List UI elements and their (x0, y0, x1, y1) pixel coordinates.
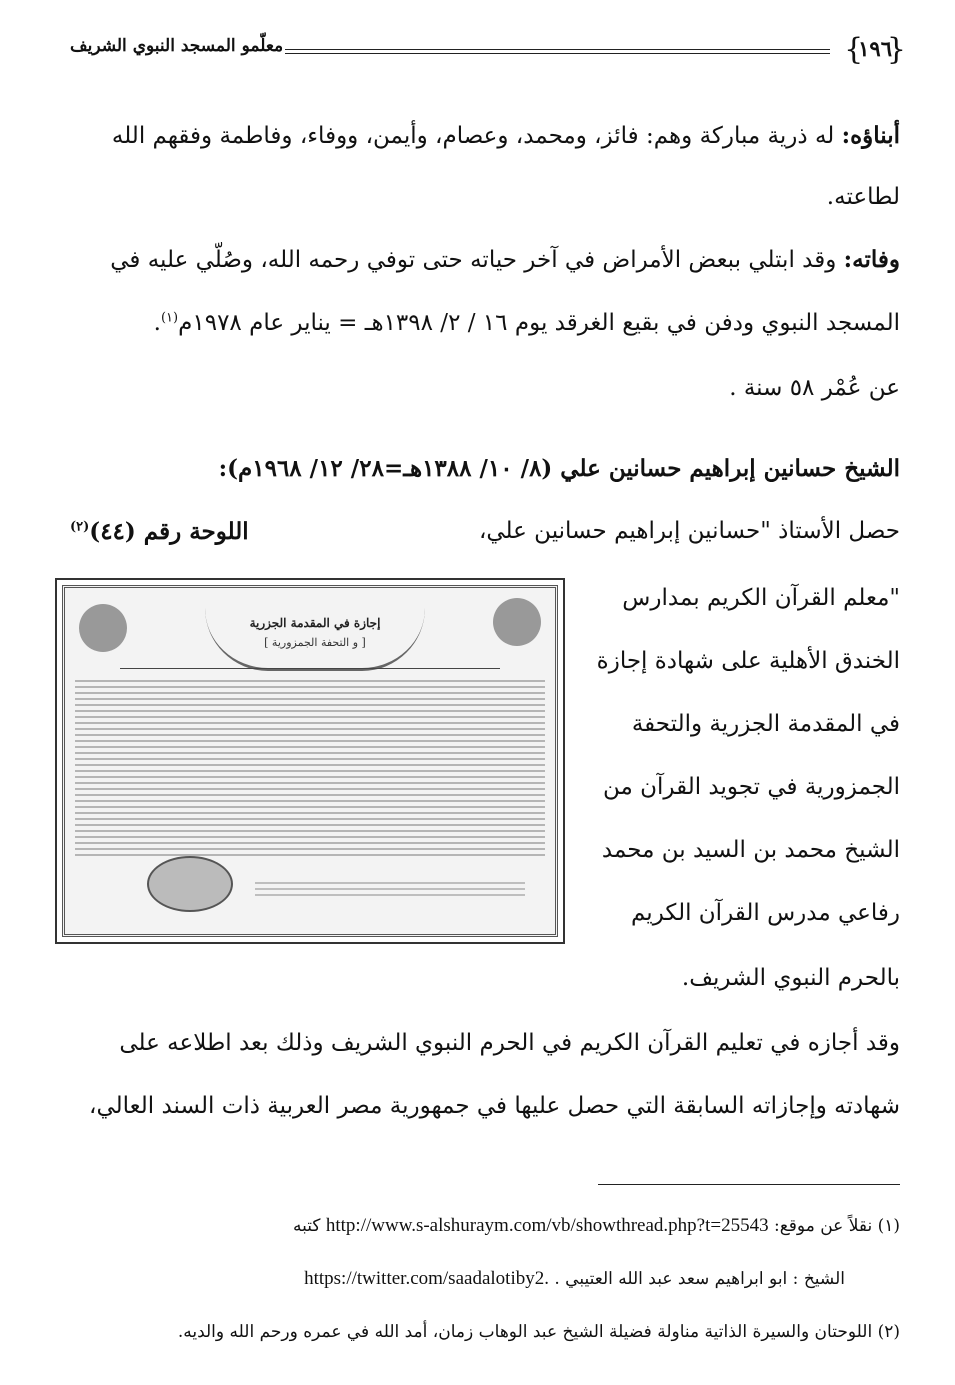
side-line-1: "معلم القرآن الكريم بمدارس (622, 585, 900, 611)
death-label: وفاته: (843, 246, 900, 273)
certificate-signatures (255, 882, 525, 900)
death-line-2-end: . (153, 310, 161, 336)
certificate-subtitle: [ و التحفة الجمزورية ] (264, 636, 366, 649)
permission-line-2: شهادته وإجازاته السابقة التي حصل عليها في جمهورية مصر العربية ذات السند العالي، (89, 1093, 900, 1119)
death-text: وقد ابتلي ببعض الأمراض في آخر حياته حتى توفي رحمه الله، وصُلّي عليه في (110, 247, 844, 273)
certificate-text-block (75, 680, 545, 860)
certificate-title: إجازة في المقدمة الجزرية (249, 616, 381, 630)
header-rule (285, 49, 830, 54)
children-text: له ذرية مباركة وهم: فائز، ومحمد، وعصام، وأيمن، ووفاء، وفاطمة وفقهم الله (111, 123, 842, 149)
running-title: معلّمو المسجد النبوي الشريف (70, 36, 284, 56)
death-line-2-text: المسجد النبوي ودفن في بقيع الغرقد يوم ١٦ / ٢/ ١٣٩٨هـ = يناير عام ١٩٧٨م (178, 310, 900, 336)
page-header (70, 28, 900, 78)
footnote-1 (293, 1215, 900, 1237)
footnote-1-line-2 (304, 1268, 845, 1290)
side-line-6: رفاعي مدرس القرآن الكريم (630, 900, 900, 926)
haram-line: بالحرم النبوي الشريف. (681, 965, 900, 991)
footnote-1-link[interactable]: http://www.s-alshuraym.com/vb/showthread.php?t=25543 (325, 1215, 769, 1236)
section-heading: الشيخ حسانين إبراهيم حسانين علي (٨/ ١٠/ ١٣٨٨هـ=٢٨/ ١٢/ ١٩٦٨م): (218, 455, 900, 482)
certificate-seal (147, 856, 233, 912)
plate-label (70, 518, 249, 545)
side-line-2: الخندق الأهلية على شهادة إجازة (596, 648, 900, 674)
death-line-2 (154, 310, 900, 336)
footnote-1-author: الشيخ : ابو ابراهيم سعد عبد الله العتيبي . (554, 1269, 845, 1289)
side-line-5: الشيخ محمد بن السيد بن محمد (601, 837, 900, 863)
ornament-right (493, 598, 541, 646)
footnote-2: (٢) اللوحتان والسيرة الذاتية مناولة فضيلة الشيخ عبد الوهاب زمان، أمد الله في عمره ورحم الله والديه. (177, 1322, 900, 1342)
side-line-4: الجمزورية في تجويد القرآن من (602, 774, 900, 800)
ornament-left (79, 604, 127, 652)
death-paragraph (110, 246, 900, 273)
certificate-image (55, 578, 565, 944)
footnote-1-suffix: كتبه (293, 1216, 321, 1236)
footnote-ref-2[interactable]: (٢) (70, 519, 90, 535)
children-label: أبناؤه: (841, 122, 900, 149)
permission-line-1: وقد أجازه في تعليم القرآن الكريم في الحرم النبوي الشريف وذلك بعد اطلاعه على (119, 1030, 900, 1056)
footnote-rule (598, 1184, 900, 1185)
children-paragraph (112, 122, 900, 149)
children-line-2: لطاعته. (826, 184, 900, 210)
footnote-1-twitter-link[interactable]: https://twitter.com/saadalotiby2. (304, 1268, 549, 1289)
footnote-1-prefix: (١) نقلاً عن موقع: (774, 1216, 900, 1236)
intro-line: حصل الأستاذ "حسانين إبراهيم حسانين علي، (478, 518, 900, 544)
page-number: { ١٩٦ } (850, 36, 900, 61)
plate-label-text: اللوحة رقم (٤٤) (89, 518, 249, 545)
death-line-3: عن عُمْر ٥٨ سنة . (729, 375, 900, 401)
side-line-3: في المقدمة الجزرية والتحفة (631, 711, 900, 737)
certificate-divider (120, 668, 500, 669)
footnote-ref-1[interactable]: (١) (160, 310, 179, 326)
certificate-frame (62, 585, 558, 937)
